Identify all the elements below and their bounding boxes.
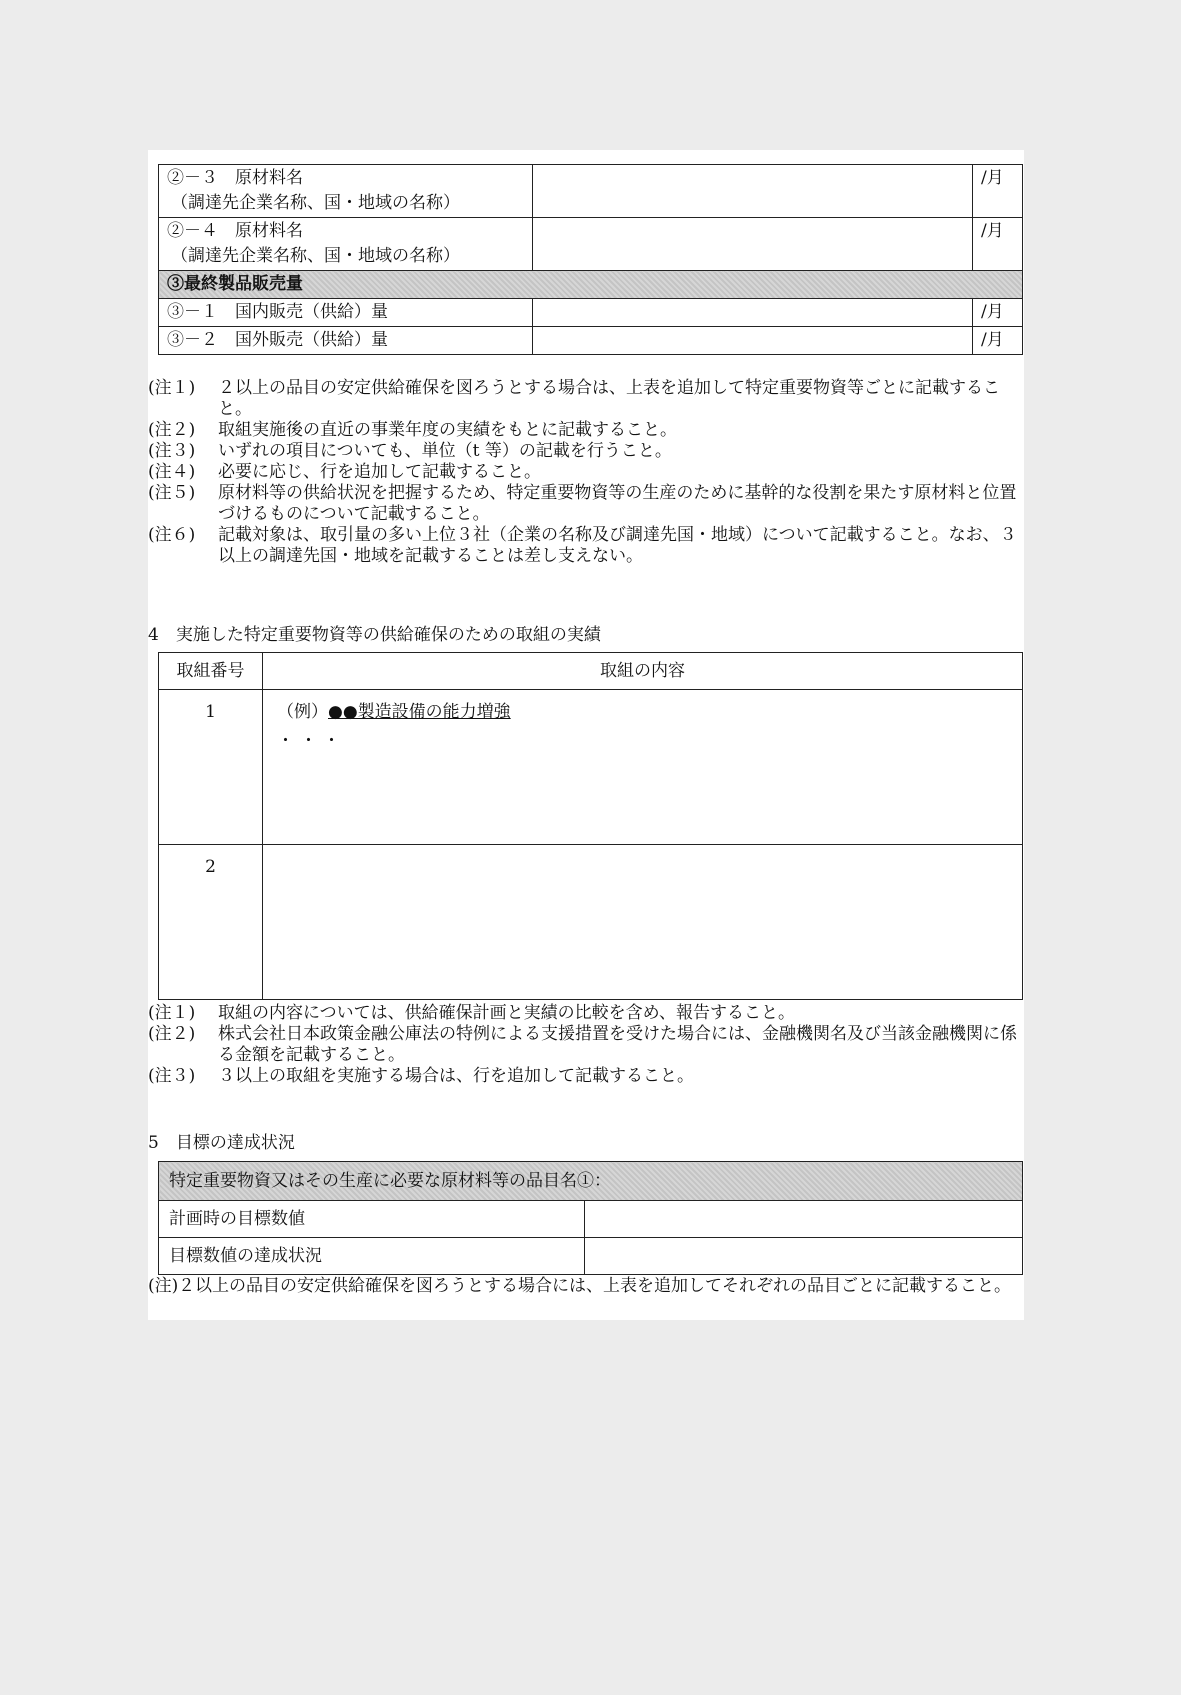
section-heading: ③最終製品販売量 [159, 271, 1023, 299]
row-label: ③－１ 国内販売（供給）量 [159, 299, 533, 327]
note-item: (注５) 原材料等の供給状況を把握するため、特定重要物資等の生産のために基幹的な役割を果たす原材料と位置づけるものについて記載すること。 [148, 483, 1017, 524]
notes-block-1 [148, 378, 1024, 567]
notes-block-2 [148, 1003, 1024, 1087]
section-4-heading: 4 実施した特定重要物資等の供給確保のための取組の実績 [148, 625, 601, 645]
row-label: 計画時の目標数値 [159, 1201, 585, 1238]
input-cell[interactable] [533, 165, 973, 218]
row-label: ②－４ 原材料名 （調達先企業名称、国・地域の名称） [159, 218, 533, 271]
note-item: (注２) 取組実施後の直近の事業年度の実績をもとに記載すること。 [148, 420, 677, 440]
table-row [159, 845, 1023, 1000]
note-item: (注６) 記載対象は、取引量の多い上位３社（企業の名称及び調達先国・地域）について記載すること。なお、３以上の調達先国・地域を記載することは差し支えない。 [148, 525, 1017, 566]
initiative-number: 2 [159, 845, 263, 1000]
row-label: ②－３ 原材料名 （調達先企業名称、国・地域の名称） [159, 165, 533, 218]
materials-sales-table [158, 164, 1023, 355]
table-row [159, 1201, 1023, 1238]
table-row [159, 165, 1023, 218]
target-status-table [158, 1161, 1023, 1275]
example-title: ●●製造設備の能力増強 [328, 702, 511, 722]
document-page [148, 150, 1024, 1320]
table-row [159, 218, 1023, 271]
column-header-content: 取組の内容 [263, 653, 1023, 690]
row-label: 目標数値の達成状況 [159, 1238, 585, 1275]
initiative-content-cell[interactable] [263, 845, 1023, 1000]
unit-label: /月 [973, 165, 1023, 218]
table-header-row [159, 653, 1023, 690]
notes-block-3 [148, 1276, 1024, 1297]
input-cell[interactable] [533, 218, 973, 271]
input-cell[interactable] [585, 1201, 1023, 1238]
section-5-heading: 5 目標の達成状況 [148, 1133, 295, 1153]
column-header-no: 取組番号 [159, 653, 263, 690]
note-item: (注２) 株式会社日本政策金融公庫法の特例による支援措置を受けた場合には、金融機関名及び当該金融機関に係る金額を記載すること。 [148, 1024, 1017, 1065]
input-cell[interactable] [533, 327, 973, 355]
note-item: (注４) 必要に応じ、行を追加して記載すること。 [148, 462, 541, 482]
note-item: (注３) いずれの項目についても、単位（t 等）の記載を行うこと。 [148, 441, 672, 461]
row-label: ③－２ 国外販売（供給）量 [159, 327, 533, 355]
initiative-content-cell[interactable] [263, 690, 1023, 845]
initiative-number: 1 [159, 690, 263, 845]
table-row [159, 690, 1023, 845]
item-name-label: 特定重要物資又はその生産に必要な原材料等の品目名①： [159, 1162, 1023, 1201]
note-item: (注３) ３以上の取組を実施する場合は、行を追加して記載すること。 [148, 1066, 694, 1086]
unit-label: /月 [973, 299, 1023, 327]
ellipsis-dots: ・・・ [277, 731, 346, 751]
note-item: (注１) 取組の内容については、供給確保計画と実績の比較を含め、報告すること。 [148, 1003, 795, 1023]
example-prefix: （例） [277, 702, 328, 722]
unit-label: /月 [973, 327, 1023, 355]
note-item: (注１) ２以上の品目の安定供給確保を図ろうとする場合は、上表を追加して特定重要物資等ごとに記載すること。 [148, 378, 1000, 419]
table-row [159, 1238, 1023, 1275]
section-row [159, 271, 1023, 299]
note-item: (注) ２以上の品目の安定供給確保を図ろうとする場合には、上表を追加してそれぞれの品目ごとに記載すること。 [148, 1276, 1011, 1296]
unit-label: /月 [973, 218, 1023, 271]
item-row [159, 1162, 1023, 1201]
input-cell[interactable] [533, 299, 973, 327]
initiatives-table [158, 652, 1023, 1000]
table-row [159, 327, 1023, 355]
table-row [159, 299, 1023, 327]
input-cell[interactable] [585, 1238, 1023, 1275]
